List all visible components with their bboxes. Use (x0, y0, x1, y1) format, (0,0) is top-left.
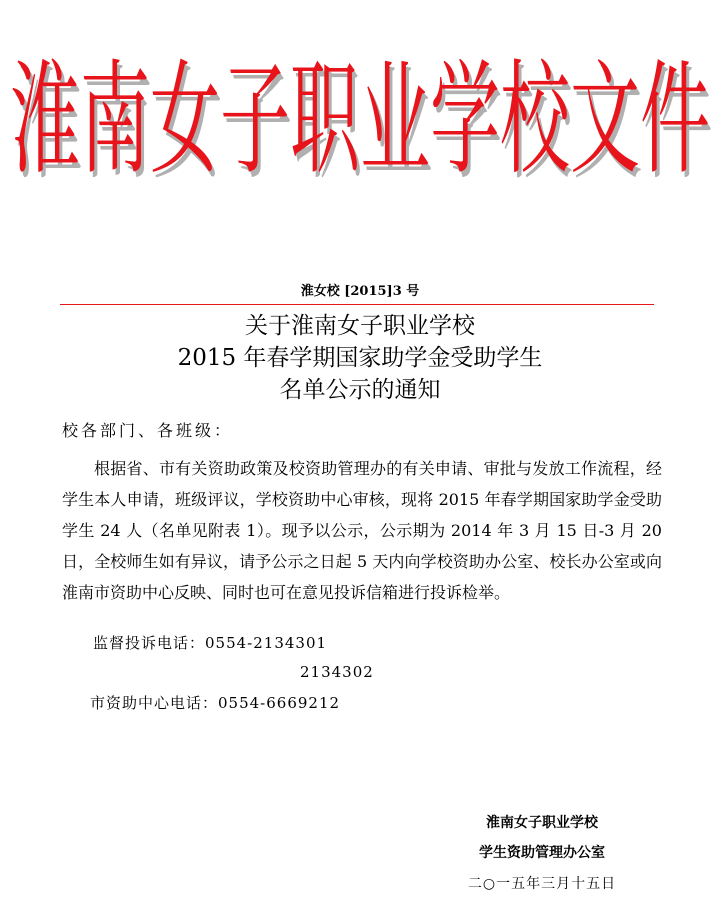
notice-title-line-3: 名单公示的通知 (279, 377, 441, 403)
signature-office: 学生资助管理办公室 (479, 845, 605, 861)
notice-body (62, 453, 662, 608)
complaint-phone-secondary: 2134302 (300, 663, 374, 681)
notice-title-line-2: 2015 年春学期国家助学金受助学生 (177, 345, 543, 371)
complaint-phone: 监督投诉电话：0554-2134301 (93, 634, 328, 652)
red-divider-line (60, 304, 654, 305)
masthead-title: 淮南女子职业学校文件 (10, 48, 710, 192)
document-number: 淮女校 [2015]3 号 (300, 284, 420, 299)
signature-date: 二○一五年三月十五日 (467, 876, 617, 892)
notice-title (0, 310, 720, 406)
center-phone: 市资助中心电话：0554-6669212 (90, 694, 341, 712)
salutation: 校各部门、各班级： (62, 421, 234, 440)
notice-title-line-1: 关于淮南女子职业学校 (245, 313, 475, 339)
signature-school: 淮南女子职业学校 (486, 815, 598, 831)
body-paragraph: 根据省、市有关资助政策及校资助管理办的有关申请、审批与发放工作流程，经学生本人申请，班级评议，学校资助中心审核，现将 2015 年春学期国家助学金受助学生 24 人（名单见附表 1）。现予以公示，公示期为 2014 年 3 月 15 日-3 月 20 日，全校师生如有异议，请予公示之日起 5 天内向学校资助办公室、校长办公室或向淮南市资助中心反映、同时也可在意见投诉信箱进行投诉检举。 (62, 459, 662, 602)
